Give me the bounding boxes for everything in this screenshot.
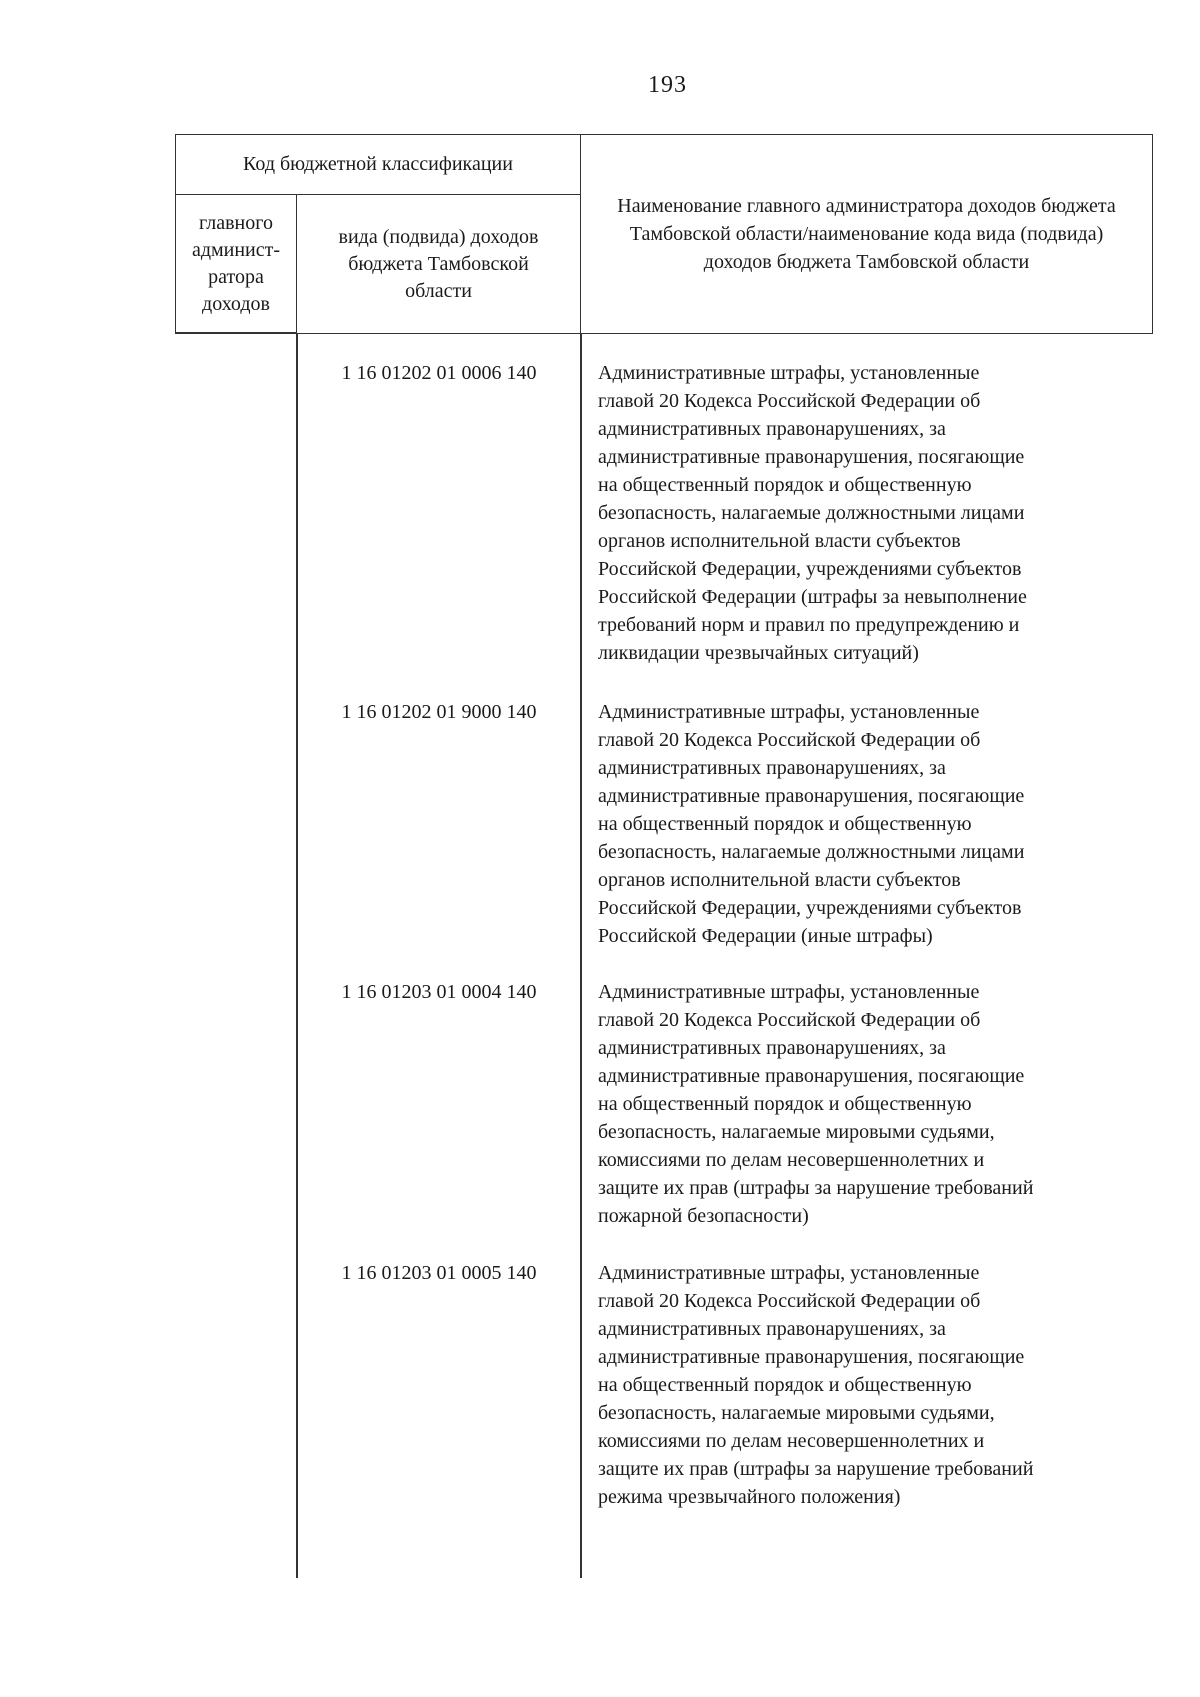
income-description: Административные штрафы, установленные главой 20 Кодекса Российской Федерации об административных правонарушениях, за административные правонарушения, посягающие на общественный порядок и общественную безопасность, налагаемые мировыми судьями, комиссиями по делам несовершеннолетних и защите их прав (штрафы за нарушение требований режима чрезвычайного положения) <box>598 1262 1034 1508</box>
income-description: Административные штрафы, установленные главой 20 Кодекса Российской Федерации об административных правонарушениях, за административные правонарушения, посягающие на общественный порядок и общественную безопасность, налагаемые мировыми судьями, комиссиями по делам несовершеннолетних и защите их прав (штрафы за нарушение требований пожарной безопасности) <box>598 981 1034 1227</box>
income-code: 1 16 01203 01 0005 140 <box>341 1262 537 1284</box>
column-divider-left <box>296 334 298 1578</box>
header-income-type-code: вида (подвида) доходов бюджета Тамбовской области <box>297 195 581 333</box>
income-description: Административные штрафы, установленные главой 20 Кодекса Российской Федерации об административных правонарушениях, за административные правонарушения, посягающие на общественный порядок и общественную безопасность, налагаемые должностными лицами органов исполнительной власти субъектов Российской Федерации, учреждениями субъектов Российской Федерации (иные штрафы) <box>598 701 1025 947</box>
table-header <box>175 134 1153 334</box>
column-divider-middle <box>580 334 582 1578</box>
income-description: Административные штрафы, установленные главой 20 Кодекса Российской Федерации об административных правонарушениях, за административные правонарушения, посягающие на общественный порядок и общественную безопасность, налагаемые должностными лицами органов исполнительной власти субъектов Российской Федерации, учреждениями субъектов Российской Федерации (штрафы за невыполнение требований норм и правил по предупреждению и ликвидации чрезвычайных ситуаций) <box>598 362 1027 664</box>
income-code: 1 16 01202 01 9000 140 <box>341 701 537 723</box>
income-code: 1 16 01202 01 0006 140 <box>341 362 537 384</box>
header-budget-code-group: Код бюджетной классификации <box>176 135 581 195</box>
admin-column-bottom-border <box>175 332 297 334</box>
header-admin-code: главного админист-ратора доходов <box>176 195 297 333</box>
income-code: 1 16 01203 01 0004 140 <box>341 981 537 1003</box>
page-number: 193 <box>648 72 687 98</box>
header-name-column: Наименование главного администратора доходов бюджета Тамбовской области/наименование кода вида (подвида) доходов бюджета Тамбовской области <box>617 195 1116 273</box>
